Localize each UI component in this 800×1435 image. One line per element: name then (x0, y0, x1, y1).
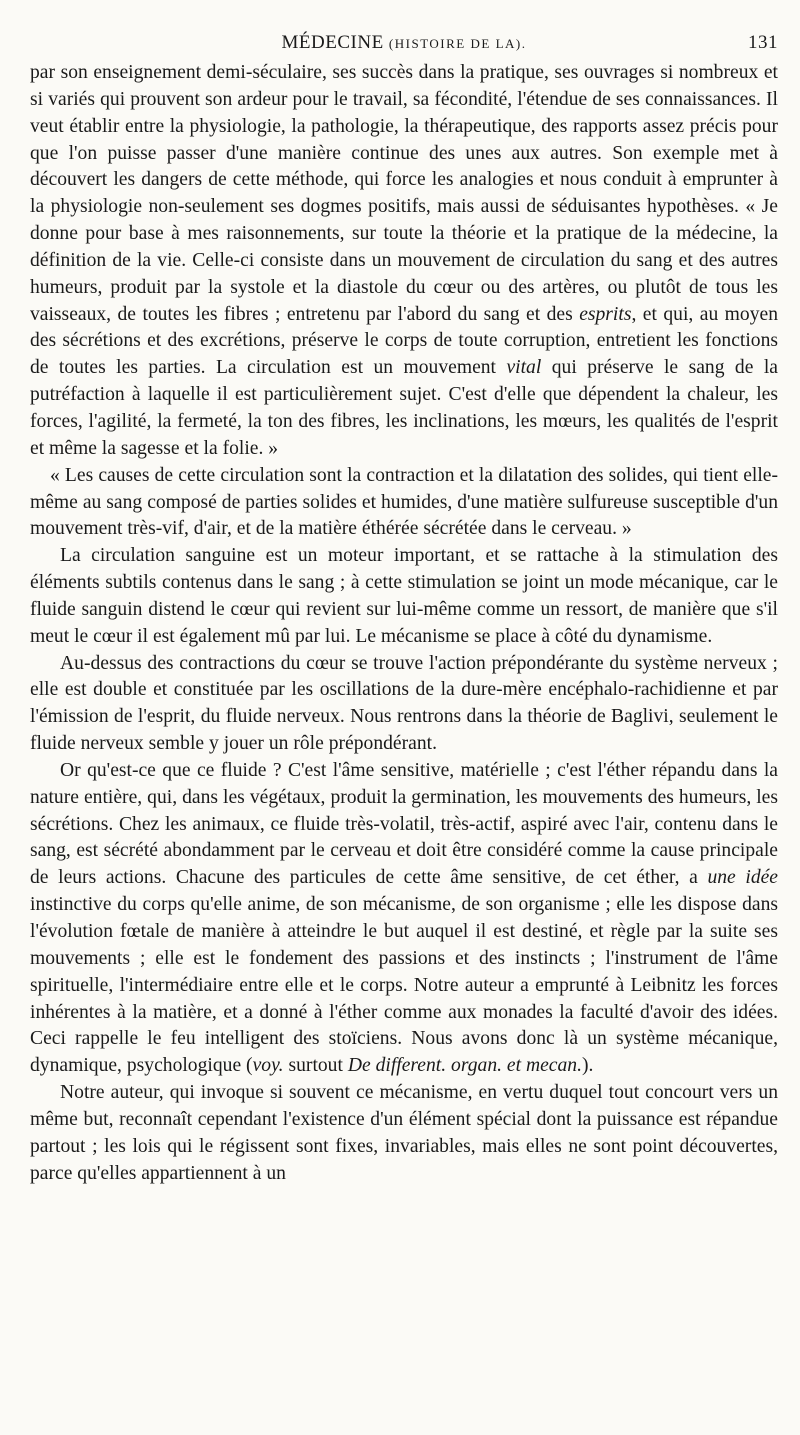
text-run: Or qu'est-ce que ce fluide ? C'est l'âme sensitive, matérielle ; c'est l'éther répandu dans la nature entière, qui, dans les végétaux, produit la germination, les mouvements des humeurs, les sécrétions. Chez les animaux, ce fluide très-volatil, très-actif, aspiré avec l'air, contenu dans le sang, est sécrété abondamment par le cerveau et doit être considéré comme la cause principale de leurs actions. Chacune des particules de cette âme sensitive, de cet éther, a (30, 759, 778, 889)
text-run: « Les causes de cette circulation sont la contraction et la dilatation des solides, qui tient elle-même au sang composé de parties solides et humides, d'une matière sulfureuse susceptible d'un mouvement très-vif, d'air, et de la matière éthérée sécrétée dans le cerveau. » (30, 464, 778, 540)
text-run: ). (582, 1055, 594, 1077)
text-run: Notre auteur, qui invoque si souvent ce mécanisme, en vertu duquel tout concourt vers un même but, reconnaît cependant l'existence d'un élément spécial dont la puissance est répandue partout ; les lois qui le régissent sont fixes, invariables, mais elles ne sont point découvertes, parce qu'elles appartiennent à un (30, 1082, 778, 1184)
italic-text: voy. (252, 1055, 284, 1077)
text-run: instinctive du corps qu'elle anime, de son mécanisme, de son organisme ; elle les dispose dans l'évolution fœtale de manière à atteindre le but auquel il est destiné, et règle par la suite ses mouvements ; elle est le fondement des passions et des instincts ; l'instrument de l'âme spirituelle, l'intermédiaire entre elle et le corps. Notre auteur a emprunté à Leibnitz les forces inhérentes à la matière, et a donné à l'éther comme aux monades la faculté d'avoir des idées. Ceci rappelle le feu intelligent des stoïciens. Nous avons donc là un système mécanique, dynamique, psychologique ( (30, 894, 778, 1077)
body-text (30, 60, 778, 1187)
paragraph (30, 60, 778, 463)
italic-text: De different. organ. et mecan. (347, 1055, 582, 1077)
paragraph (30, 463, 778, 544)
running-title (30, 32, 778, 54)
paragraph (30, 1080, 778, 1187)
italic-text: une idée (707, 867, 779, 889)
text-run: Au-dessus des contractions du cœur se trouve l'action prépondérante du système nerveux ; elle est double et constituée par les oscillations de la dure-mère encéphalo-rachidienne et par l'émission de l'esprit, du fluide nerveux. Nous rentrons dans la théorie de Baglivi, seulement le fluide nerveux semble y jouer un rôle prépondérant. (30, 652, 778, 755)
page-number: 131 (748, 32, 778, 53)
running-head (30, 32, 778, 60)
text-run: par son enseignement demi-séculaire, ses succès dans la pratique, ses ouvrages si nombreux et si variés qui prouvent son ardeur pour le travail, sa fécondité, l'étendue de ses connaissances. Il veut établir entre la physiologie, la pathologie, la thérapeutique, des rapports assez précis pour que l'on puisse passer d'une manière continue des unes aux autres. Son exemple met à découvert les dangers de cette méthode, qui force les analogies et nous conduit à emprunter à la physiologie non-seulement ses dogmes positifs, mais aussi de séduisantes hypothèses. « Je donne pour base à mes raisonnements, sur toute la théorie et la pratique de la médecine, la définition de la vie. Celle-ci consiste dans un mouvement de circulation du sang et des autres humeurs, produit par la systole et la diastole du cœur ou des artères, ou plutôt de tous les vaisseaux, de toutes les fibres ; entretenu par l'abord du sang et des (30, 62, 778, 325)
text-run: , et qui, au moyen des sécrétions et des excrétions, préserve le corps de toute corruption, entretient les fonctions de toutes les parties. La circulation est un mouvement (30, 303, 779, 379)
text-run: surtout (283, 1055, 348, 1077)
text-run: La circulation sanguine est un moteur important, et se rattache à la stimulation des éléments subtils contenus dans le sang ; à cette stimulation se joint un mode mécanique, car le fluide sanguin distend le cœur qui revient sur lui-même comme un ressort, de manière que s'il meut le cœur il est également mû par lui. Le mécanisme se place à côté du dynamisme. (30, 545, 778, 647)
text-run: qui préserve le sang de la putréfaction à laquelle il est particulièrement sujet. C'est d'elle que dépendent la chaleur, les forces, l'agilité, la fermeté, la ton des fibres, les inclinations, les mœurs, les qualités de l'esprit et même la sagesse et la folie. » (30, 357, 778, 459)
paragraph (30, 758, 778, 1080)
italic-text: esprits (579, 303, 632, 325)
paragraph (30, 651, 778, 758)
paragraph (30, 543, 778, 650)
running-title-main: MÉDECINE (281, 32, 384, 53)
running-title-subtitle: (HISTOIRE DE LA). (388, 36, 527, 51)
italic-text: vital (506, 357, 542, 379)
